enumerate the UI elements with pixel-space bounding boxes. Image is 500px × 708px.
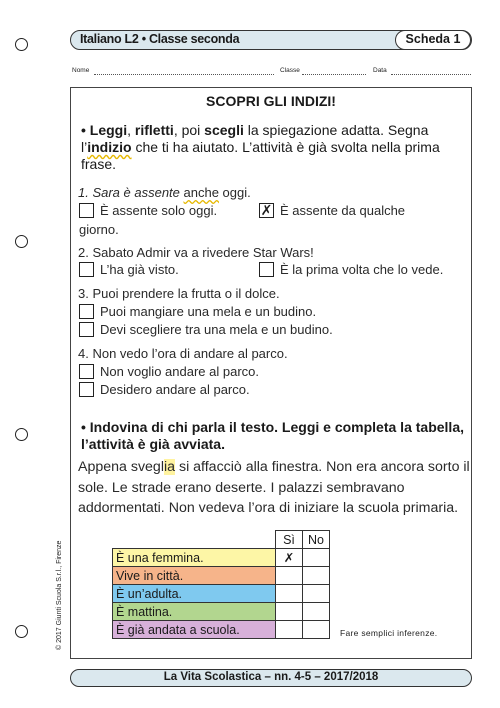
question-3: 3. Puoi prendere la frutta o il dolce. [78,286,280,301]
table-row [113,621,330,639]
question-2: 2. Sabato Admir va a rivedere Star Wars! [78,245,314,260]
checkbox-q3-b[interactable] [79,322,94,337]
page-title: SCOPRI GLI INDIZI! [206,93,336,109]
header-bar [70,30,472,50]
table-row [113,549,330,567]
option-q1-a: È assente solo oggi. [100,203,218,218]
checkbox-q2-b[interactable] [259,262,274,277]
no-cell[interactable] [303,549,330,567]
clues-table [112,530,330,639]
table-row [113,585,330,603]
option-q4-b: Desidero andare al parco. [100,382,250,397]
sheet-label: Scheda 1 [395,30,471,50]
story-text: Appena sveglia si affacciò alla finestra. Non era ancora sorto il sole. Le strade erano deserte. I palazzi sembravano addormentati. Non vedeva l’ora di iniziare la scuola primaria. [78,459,470,516]
yes-cell[interactable] [276,603,303,621]
question-4: 4. Non vedo l’ora di andare al parco. [78,346,288,361]
instruction-1: • Leggi, rifletti, poi scegli la spiegazione adatta. Segna l’indizio che ti ha aiutato. L’attività è già svolta nella prima frase. [81,122,440,172]
name-line[interactable] [94,74,274,75]
copyright-note: © 2017 Giunti Scuola S.r.l., Firenze [56,540,63,650]
table-row [113,567,330,585]
col-yes-header: Sì [276,531,303,549]
binder-hole [15,38,28,51]
checkbox-q2-a[interactable] [79,262,94,277]
footer-bar: La Vita Scolastica – nn. 4-5 – 2017/2018 [70,669,472,687]
no-cell[interactable] [303,585,330,603]
row-label: È una femmina. [113,549,276,567]
date-line[interactable] [391,74,471,75]
binder-hole [15,625,28,638]
yes-cell[interactable] [276,621,303,639]
no-cell[interactable] [303,603,330,621]
checkbox-q1-b[interactable]: ✗ [260,202,273,218]
instruction-2: • Indovina di chi parla il testo. Leggi e completa la tabella, l’attività è già avviata. [81,419,464,452]
checkbox-q4-a[interactable] [79,364,94,379]
name-label: Nome [72,67,90,74]
no-cell[interactable] [303,567,330,585]
col-no-header: No [303,531,330,549]
row-label: È già andata a scuola. [113,621,276,639]
binder-hole [15,235,28,248]
checkbox-q3-a[interactable] [79,304,94,319]
header-title: Italiano L2 • Classe seconda [80,32,240,46]
binder-hole [15,428,28,441]
skill-note: Fare semplici inferenze. [340,628,438,638]
class-line[interactable] [302,74,366,75]
option-q1-b-cont: giorno. [79,222,119,237]
row-label: Vive in città. [113,567,276,585]
yes-cell[interactable]: ✗ [276,549,303,567]
question-1: 1. Sara è assente anche oggi. [78,185,251,200]
yes-cell[interactable] [276,585,303,603]
checkbox-q4-b[interactable] [79,382,94,397]
table-row [113,603,330,621]
row-label: È mattina. [113,603,276,621]
date-label: Data [373,67,387,74]
option-q4-a: Non voglio andare al parco. [100,364,259,379]
option-q3-a: Puoi mangiare una mela e un budino. [100,304,317,319]
yes-cell[interactable] [276,567,303,585]
class-label: Classe [280,67,300,74]
option-q2-b: È la prima volta che lo vede. [280,262,444,277]
option-q1-b: È assente da qualche [280,203,406,218]
table-header-blank [113,531,276,549]
option-q3-b: Devi scegliere tra una mela e un budino. [100,322,333,337]
row-label: È un’adulta. [113,585,276,603]
no-cell[interactable] [303,621,330,639]
checkbox-q1-a[interactable] [79,203,94,218]
option-q2-a: L’ha già visto. [100,262,179,277]
